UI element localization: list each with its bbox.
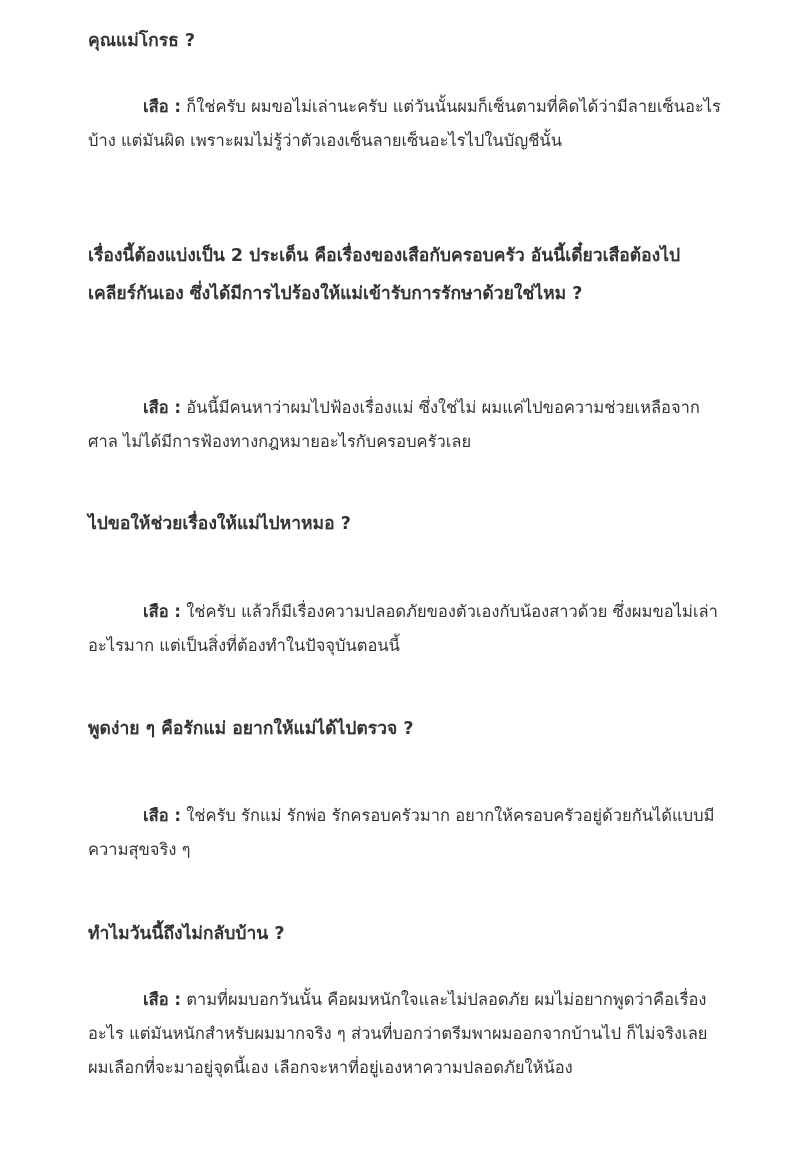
answer-1 <box>88 90 728 158</box>
answer-text: ก็ใช่ครับ ผมขอไม่เล่านะครับ แต่วันนั้นผมก็เซ็นตามที่คิดได้ว่ามีลายเซ็นอะไรบ้าง แต่มันผิด เพราะผมไม่รู้ว่าตัวเองเซ็นลายเซ็นอะไรไปในบัญชีนั้น <box>88 97 721 150</box>
speaker-label: เสือ : <box>143 97 181 116</box>
answer-text: อันนี้มีคนหาว่าผมไปฟ้องเรื่องแม่ ซึ่งใช่ไม่ ผมแค่ไปขอความช่วยเหลือจากศาล ไม่ได้มีการฟ้องทางกฎหมายอะไรกับครอบครัวเลย <box>88 398 700 451</box>
speaker-label: เสือ : <box>143 602 181 621</box>
question-5: ทำไมวันนี้ถึงไม่กลับบ้าน ? <box>88 924 285 944</box>
speaker-label: เสือ : <box>143 398 181 417</box>
answer-2 <box>88 391 728 459</box>
question-2: เรื่องนี้ต้องแบ่งเป็น 2 ประเด็น คือเรื่องของเสือกับครอบครัว อันนี้เดี๋ยวเสือต้องไปเคลียร์กันเอง ซึ่งได้มีการไปร้องให้แม่เข้ารับการรักษาด้วยใช่ไหม ? <box>88 246 681 304</box>
answer-text: ใช่ครับ แล้วก็มีเรื่องความปลอดภัยของตัวเองกับน้องสาวด้วย ซึ่งผมขอไม่เล่าอะไรมาก แต่เป็นสิ่งที่ต้องทำในปัจจุบันตอนนี้ <box>88 602 718 655</box>
answer-text: ตามที่ผมบอกวันนั้น คือผมหนักใจและไม่ปลอดภัย ผมไม่อยากพูดว่าคือเรื่องอะไร แต่มันหนักสำหรับผมมากจริง ๆ ส่วนที่บอกว่าตรีมพาผมออกจากบ้านไป ก็ไม่จริงเลย ผมเลือกที่จะมาอยู่จุดนี้เอง เลือกจะหาที่อยู่เองหาความปลอดภัยให้น้อง <box>88 990 708 1077</box>
question-3: ไปขอให้ช่วยเรื่องให้แม่ไปหาหมอ ? <box>88 514 351 534</box>
speaker-label: เสือ : <box>143 990 181 1009</box>
answer-3 <box>88 595 728 663</box>
question-1: คุณแม่โกรธ ? <box>88 31 196 51</box>
speaker-label: เสือ : <box>143 806 181 825</box>
question-4: พูดง่าย ๆ คือรักแม่ อยากให้แม่ได้ไปตรวจ ? <box>88 719 414 739</box>
answer-text: ใช่ครับ รักแม่ รักพ่อ รักครอบครัวมาก อยากให้ครอบครัวอยู่ด้วยกันได้แบบมีความสุขจริง ๆ <box>88 806 715 859</box>
answer-5 <box>88 983 728 1085</box>
answer-4 <box>88 799 728 867</box>
